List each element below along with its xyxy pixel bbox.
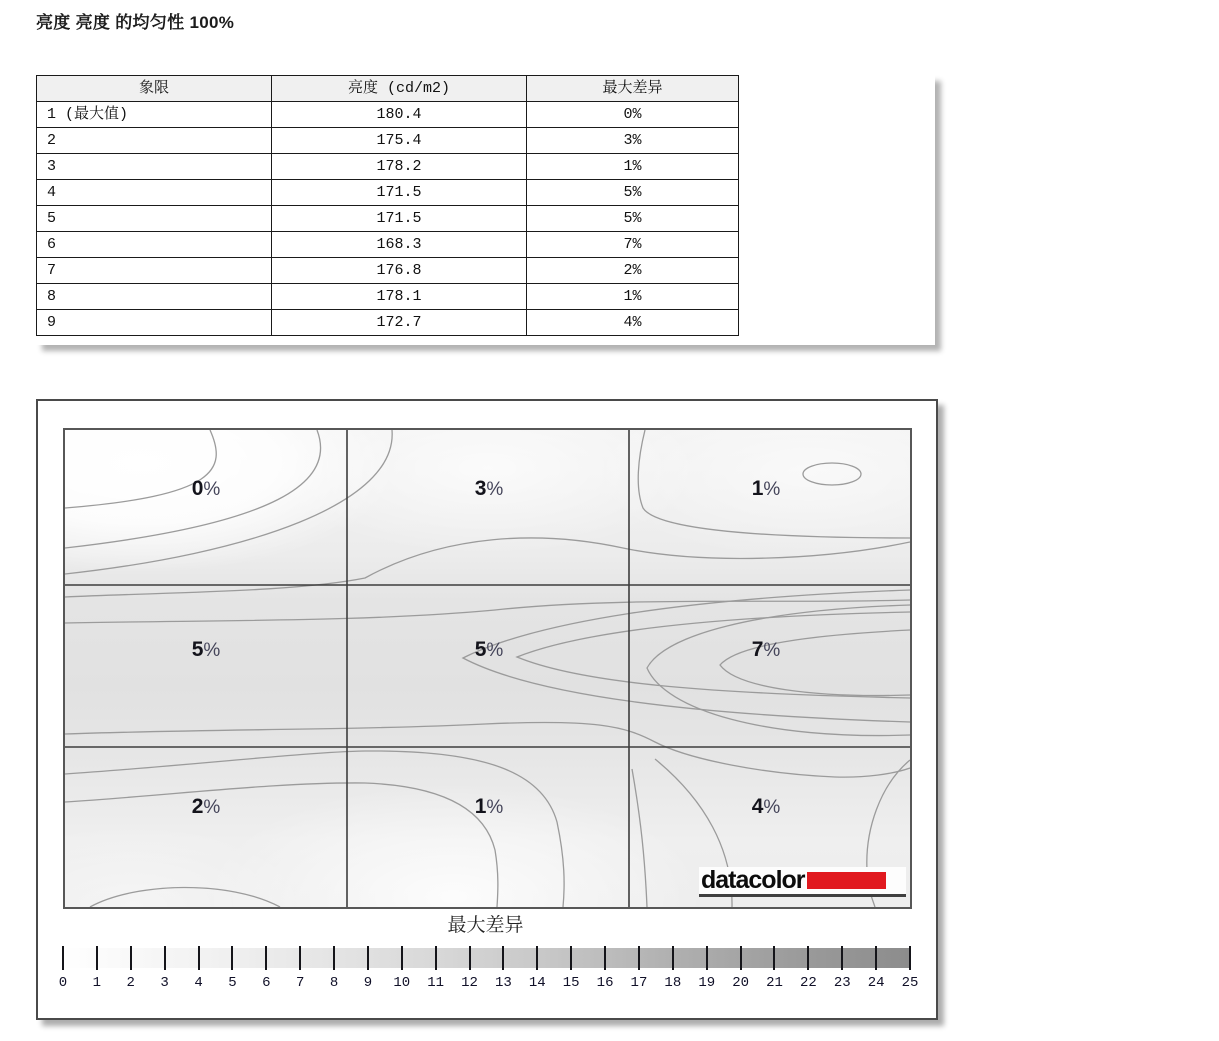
- contour-lines-svg: [65, 430, 910, 907]
- colorbar-tick-label: 0: [58, 975, 68, 991]
- table-row: [37, 154, 739, 180]
- colorbar-tick: [570, 946, 572, 970]
- colorbar-tick-label: 13: [495, 975, 512, 991]
- datacolor-logo-redbar: [807, 872, 886, 889]
- colorbar-tick: [130, 946, 132, 970]
- datacolor-logo: [699, 867, 906, 897]
- contour-plot: [63, 428, 912, 909]
- colorbar-tick-label: 17: [630, 975, 648, 991]
- table-cell: 2: [37, 128, 272, 154]
- table-cell: 3%: [527, 128, 739, 154]
- table-cell: 172.7: [272, 310, 527, 336]
- table-cell: 9: [37, 310, 272, 336]
- colorbar-tick: [773, 946, 775, 970]
- table-cell: 178.1: [272, 284, 527, 310]
- table-cell: 3: [37, 154, 272, 180]
- table-cell: 7%: [527, 232, 739, 258]
- table-cell: 4%: [527, 310, 739, 336]
- colorbar-tick-label: 23: [833, 975, 851, 991]
- uniformity-map-panel: [36, 399, 938, 1020]
- colorbar-tick-label: 1: [92, 975, 102, 991]
- colorbar-tick: [401, 946, 403, 970]
- page-title: 亮度 亮度 的均匀性 100%: [36, 13, 235, 32]
- table-cell: 8: [37, 284, 272, 310]
- table-row: [37, 102, 739, 128]
- colorbar-title: 最大差异: [447, 915, 524, 936]
- quadrant-value-label: 5%: [474, 638, 504, 661]
- table-cell: 5%: [527, 206, 739, 232]
- datacolor-logo-text: datacolor: [701, 866, 805, 894]
- table-cell: 1%: [527, 154, 739, 180]
- table-row: [37, 180, 739, 206]
- colorbar-tick: [198, 946, 200, 970]
- column-header: 象限: [37, 76, 272, 102]
- colorbar-tick-label: 8: [329, 975, 339, 991]
- table-row: [37, 128, 739, 154]
- colorbar-tick: [265, 946, 267, 970]
- colorbar-tick-label: 25: [901, 975, 919, 991]
- colorbar-tick: [435, 946, 437, 970]
- table-row: [37, 206, 739, 232]
- colorbar-tick-label: 20: [732, 975, 749, 991]
- colorbar-tick-label: 19: [698, 975, 716, 991]
- colorbar-tick-label: 7: [295, 975, 305, 991]
- table-header-row: [37, 76, 739, 102]
- uniformity-table-panel: [36, 75, 935, 345]
- colorbar-tick: [299, 946, 301, 970]
- colorbar-tick: [502, 946, 504, 970]
- table-cell: 171.5: [272, 206, 527, 232]
- table-cell: 171.5: [272, 180, 527, 206]
- table-row: [37, 232, 739, 258]
- uniformity-table: [36, 75, 739, 336]
- table-cell: 178.2: [272, 154, 527, 180]
- colorbar-tick: [740, 946, 742, 970]
- contour-lines: [65, 430, 910, 907]
- colorbar-tick-label: 14: [528, 975, 546, 991]
- colorbar-tick: [638, 946, 640, 970]
- table-cell: 2%: [527, 258, 739, 284]
- table-cell: 0%: [527, 102, 739, 128]
- table-cell: 168.3: [272, 232, 527, 258]
- table-cell: 180.4: [272, 102, 527, 128]
- table-cell: 6: [37, 232, 272, 258]
- colorbar-tick-label: 9: [363, 975, 373, 991]
- table-cell: 5: [37, 206, 272, 232]
- colorbar-tick: [164, 946, 166, 970]
- colorbar-gradient: [63, 948, 910, 968]
- table-row: [37, 310, 739, 336]
- colorbar-tick: [875, 946, 877, 970]
- colorbar-tick: [672, 946, 674, 970]
- table-body: [37, 102, 739, 336]
- colorbar-tick: [536, 946, 538, 970]
- table-cell: 1 (最大值): [37, 102, 272, 128]
- colorbar-tick-label: 22: [799, 975, 817, 991]
- colorbar-tick-labels: [58, 975, 919, 993]
- table-row: [37, 258, 739, 284]
- colorbar-tick: [96, 946, 98, 970]
- table-cell: 7: [37, 258, 272, 284]
- colorbar-tick-label: 6: [262, 975, 271, 991]
- quadrant-value-label: 7%: [751, 638, 781, 661]
- colorbar-tick: [909, 946, 911, 970]
- table-cell: 176.8: [272, 258, 527, 284]
- column-header: 最大差异: [527, 76, 739, 102]
- colorbar-tick: [706, 946, 708, 970]
- colorbar-tick-label: 21: [766, 975, 783, 991]
- colorbar-tick: [807, 946, 809, 970]
- colorbar-tick: [231, 946, 233, 970]
- colorbar-tick-label: 3: [160, 975, 169, 991]
- colorbar-tick-label: 2: [126, 975, 135, 991]
- colorbar-tick: [62, 946, 64, 970]
- quadrant-value-label: 0%: [191, 477, 221, 500]
- column-header: 亮度 (cd/m2): [272, 76, 527, 102]
- table-cell: 4: [37, 180, 272, 206]
- colorbar-tick: [367, 946, 369, 970]
- quadrant-value-label: 1%: [751, 477, 781, 500]
- table-cell: 1%: [527, 284, 739, 310]
- table-row: [37, 284, 739, 310]
- colorbar-tick: [469, 946, 471, 970]
- quadrant-value-label: 2%: [191, 795, 221, 818]
- colorbar-tick-label: 12: [461, 975, 478, 991]
- colorbar-tick: [841, 946, 843, 970]
- quadrant-value-label: 1%: [474, 795, 504, 818]
- table-cell: 5%: [527, 180, 739, 206]
- colorbar-tick-label: 15: [562, 975, 580, 991]
- colorbar-tick-label: 11: [427, 975, 445, 991]
- colorbar-tick-label: 24: [867, 975, 885, 991]
- quadrant-value-label: 3%: [474, 477, 504, 500]
- colorbar-tick-label: 5: [228, 975, 237, 991]
- colorbar-tick: [604, 946, 606, 970]
- quadrant-value-label: 4%: [751, 795, 781, 818]
- colorbar-tick-label: 4: [194, 975, 203, 991]
- colorbar-tick-label: 16: [596, 975, 614, 991]
- quadrant-value-label: 5%: [191, 638, 221, 661]
- colorbar-tick-label: 10: [393, 975, 411, 991]
- colorbar-tick: [333, 946, 335, 970]
- colorbar-tick-label: 18: [664, 975, 682, 991]
- table-cell: 175.4: [272, 128, 527, 154]
